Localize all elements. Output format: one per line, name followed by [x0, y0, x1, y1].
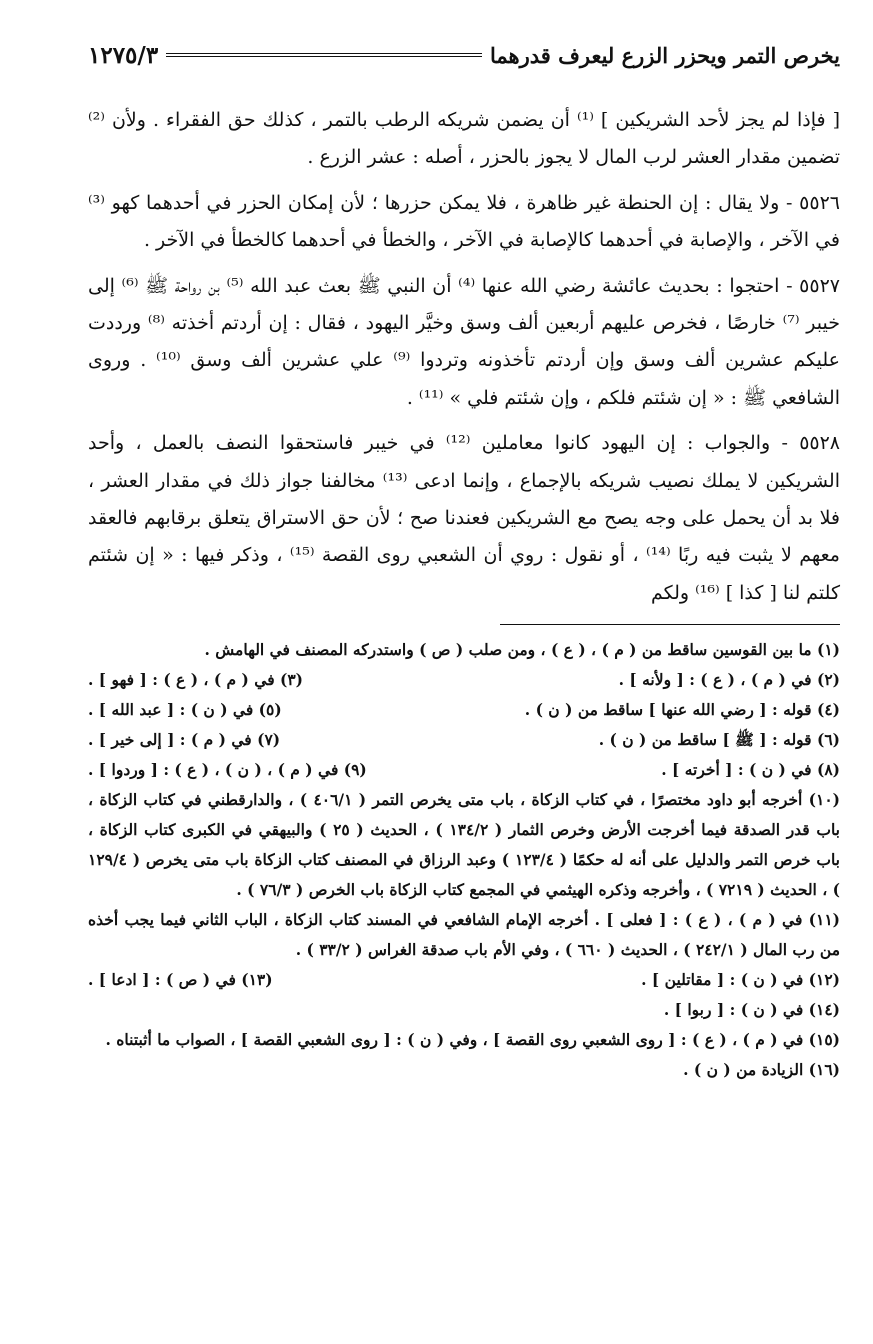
footnote: (٨) في ( ن ) : [ أخرته ] . — [661, 760, 840, 780]
footnote: (١٣) في ( ص ) : [ ادعا ] . — [88, 970, 273, 990]
footnote-row — [88, 725, 840, 755]
page-number: ١٢٧٥/٣ — [88, 41, 159, 69]
footnote: (١٤) في ( ن ) : [ ربوا ] . — [663, 1000, 840, 1020]
footnote: (٥) في ( ن ) : [ عبد الله ] . — [88, 700, 282, 720]
paragraph: ٥٥٢٨ - والجواب : إن اليهود كانوا معاملين ⁽¹²⁾ في خيبر فاستحقوا النصف بالعمل ، وأحد الشريكين لا يملك نصيب شريكه بالإجماع ، وإنما ادعى ⁽¹³⁾ مخالفنا جواز ذلك في مقدار العشر ، فلا بد أن يحمل على وجه يصح مع الشريكين فعندنا صح ؛ لأن حق الاستراق يتعلق برقابهم فالعقد معهم لا يثبت فيه ربًا ⁽¹⁴⁾ ، أو نقول : روي أن الشعبي روى القصة ⁽¹⁵⁾ ، وذكر فيها : « إن شئتم كلتم لنا [ كذا ] ⁽¹⁶⁾ ولكم — [88, 432, 841, 604]
footnote: (٢) في ( م ) ، ( ع ) : [ ولأنه ] . — [618, 670, 840, 690]
footnote: (١٦) الزيادة من ( ن ) . — [683, 1060, 840, 1080]
footnote: (١٠) أخرجه أبو داود مختصرًا ، في كتاب الزكاة ، باب متى يخرص التمر ( ٤٠٦/١ ) ، والدارقطني في كتاب الزكاة ، باب قدر الصدقة فيما أخرجت الأرض وخرص الثمار ( ١٣٤/٢ ) ، الحديث ( ٢٥ ) والبيهقي في الكبرى كتاب الزكاة ، باب خرص التمر والدليل على أنه له حكمًا ( ١٢٣/٤ ) وعبد الرزاق في المصنف كتاب الزكاة باب متى يخرص ( ١٢٩/٤ ) ، الحديث ( ٧٢١٩ ) ، وأخرجه وذكره الهيثمي في المجمع كتاب الزكاة باب الخرص ( ٧٦/٣ ) . — [88, 790, 840, 900]
running-title: يخرص التمر ويحزر الزرع ليعرف قدرهما — [489, 42, 840, 68]
footnote: (٣) في ( م ) ، ( ع ) : [ فهو ] . — [88, 670, 304, 690]
footnote-row — [88, 695, 840, 725]
page-header — [88, 30, 840, 80]
book-page — [88, 30, 840, 1085]
footnotes — [88, 635, 840, 1085]
footnote-separator — [500, 624, 840, 625]
footnote-row — [88, 665, 840, 695]
main-text — [88, 102, 840, 612]
footnote: (١٢) في ( ن ) : [ مقاتلين ] . — [641, 970, 840, 990]
footnote-row — [88, 965, 840, 995]
paragraph: ٥٥٢٦ - ولا يقال : إن الحنطة غير ظاهرة ، فلا يمكن حزرها ؛ لأن إمكان الحزر في أحدهما كهو ⁽³⁾ في الآخر ، والإصابة في أحدهما كالإصابة في الآخر ، والخطأ في أحدهما كالخطأ في الآخر . — [88, 191, 840, 252]
paragraph: [ فإذا لم يجز لأحد الشريكين ] ⁽¹⁾ أن يضمن شريكه الرطب بالتمر ، كذلك حق الفقراء . ولأن ⁽²⁾ تضمين مقدار العشر لرب المال لا يجوز بالحزر ، أصله : عشر الزرع . — [88, 109, 840, 169]
footnote: (١٥) في ( م ) ، ( ع ) : [ روى الشعبي روى القصة ] ، وفي ( ن ) : [ روى الشعبي القصة ] ، الصواب ما أثبتناه . — [105, 1030, 840, 1050]
footnote: (١١) في ( م ) ، ( ع ) : [ فعلى ] . أخرجه الإمام الشافعي في المسند كتاب الزكاة ، الباب الثاني فيما يجب أخذه من رب المال ( ٢٤٢/١ ) ، الحديث ( ٦٦٠ ) ، وفي الأم باب صدقة الغراس ( ٣٣/٢ ) . — [88, 910, 840, 960]
header-rule — [166, 53, 482, 57]
footnote-row — [88, 755, 840, 785]
footnote: (٦) قوله : [ ﷺ ] ساقط من ( ن ) . — [598, 730, 840, 750]
paragraph: ٥٥٢٧ - احتجوا : بحديث عائشة رضي الله عنها ⁽⁴⁾ أن النبي ﷺ بعث عبد الله ⁽⁵⁾ بن رواحة ﷺ ⁽⁶⁾ إلى خيبر ⁽⁷⁾ خارصًا ، فخرص عليهم أربعين ألف وسق وخيَّر اليهود ، فقال : إن أردتم أخذته ⁽⁸⁾ ورددت عليكم عشرين ألف وسق وإن أردتم تأخذونه وتردوا ⁽⁹⁾ علي عشرين ألف وسق ⁽¹⁰⁾ . وروى الشافعي ﷺ : « إن شئتم فلكم ، وإن شئتم فلي » ⁽¹¹⁾ . — [88, 274, 841, 409]
footnote: (٤) قوله : [ رضي الله عنها ] ساقط من ( ن ) . — [524, 700, 840, 720]
footnote: (١) ما بين القوسين ساقط من ( م ) ، ( ع ) ، ومن صلب ( ص ) واستدركه المصنف في الهامش . — [204, 640, 840, 660]
footnote: (٧) في ( م ) : [ إلى خير ] . — [88, 730, 281, 750]
footnote: (٩) في ( م ) ، ( ن ) ، ( ع ) : [ وردوا ] . — [88, 760, 367, 780]
